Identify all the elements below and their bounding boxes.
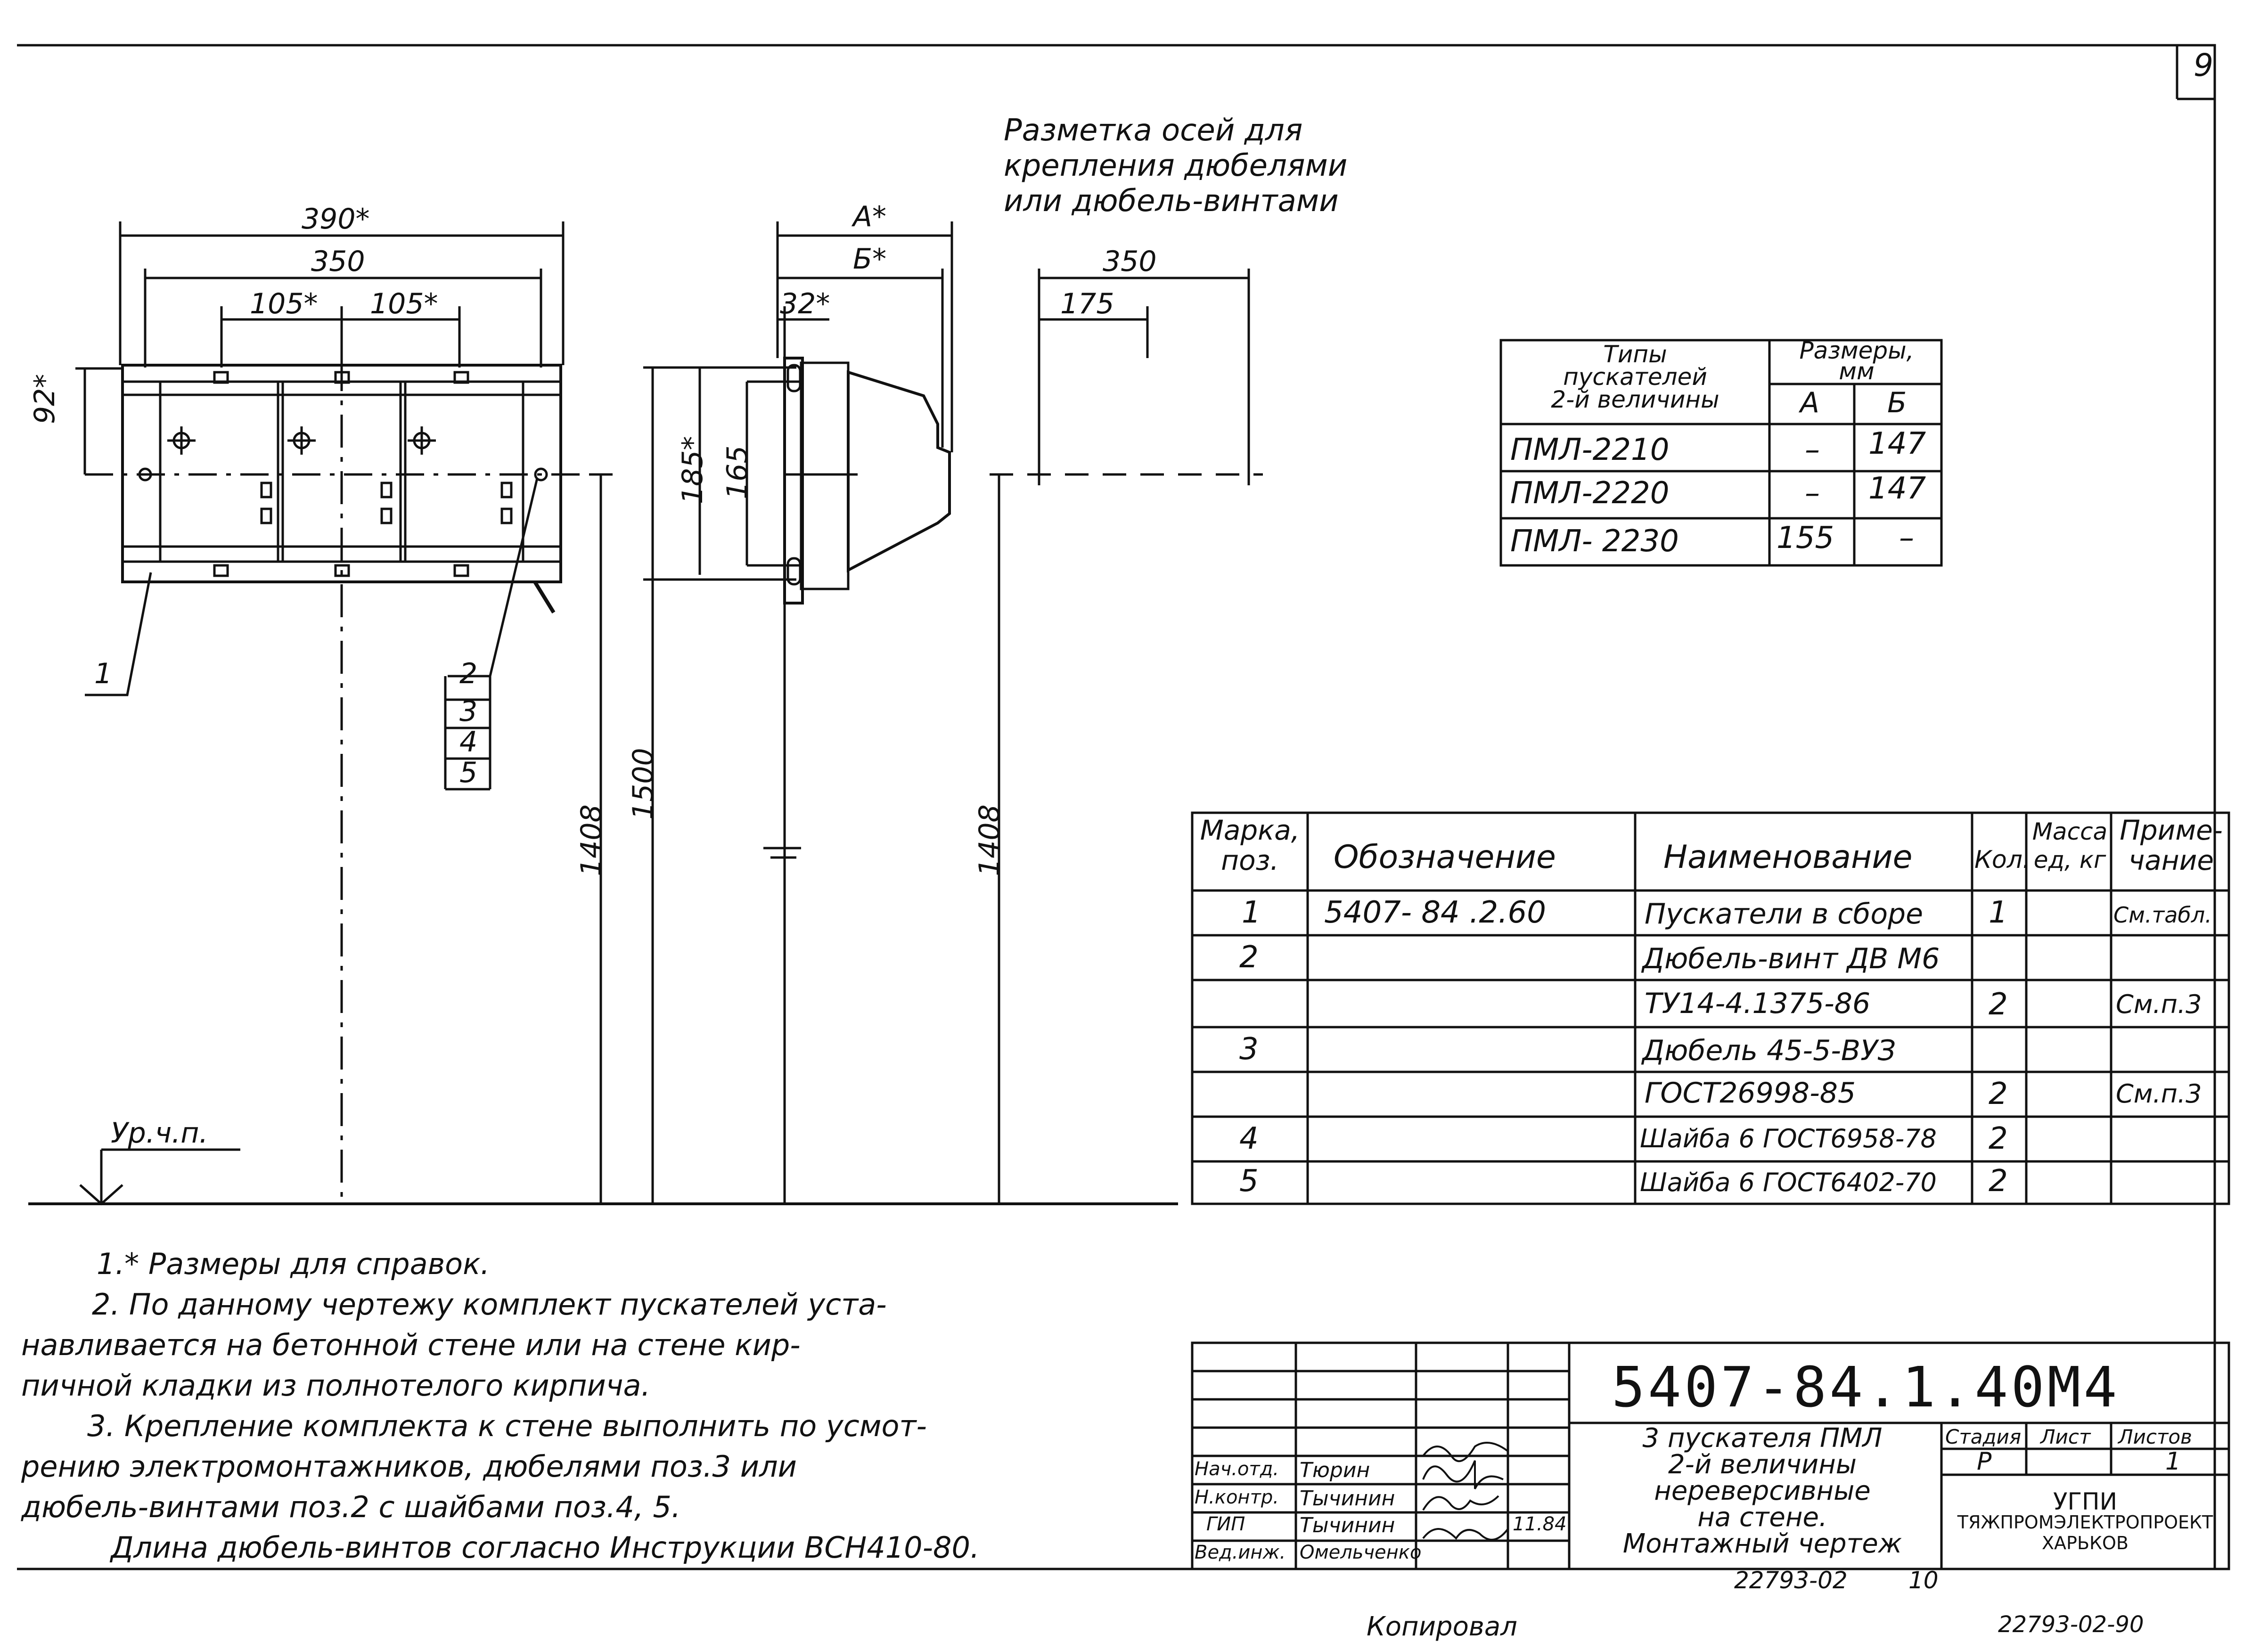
spec-row-2-mark: 2 [1239, 940, 1259, 975]
spec-header-mass-1: Масса [2032, 818, 2108, 845]
types-row-3-a: 155 [1777, 521, 1834, 556]
spec-header-name: Наименование [1663, 839, 1913, 876]
title-line-3: нереверсивные [1654, 1476, 1871, 1506]
spec-row-1-mark: 1 [1242, 895, 1261, 930]
spec-row-7-mark: 5 [1239, 1164, 1259, 1199]
staff-role-4: Вед.инж. [1195, 1542, 1286, 1563]
col-b-header: Б [1887, 386, 1907, 419]
spec-header-note [2113, 815, 2229, 875]
staff-date-3: 11.84 [1513, 1513, 1567, 1535]
notes-block [21, 1244, 980, 1568]
staff-role-3: ГИП [1206, 1513, 1245, 1535]
note-line-1: 1.* Размеры для справок. [97, 1247, 490, 1281]
dim-1500: 1500 [627, 748, 660, 820]
spec-row-1-designation: 5407- 84 .2.60 [1324, 895, 1546, 930]
title-line-4: на стене. [1697, 1502, 1827, 1533]
spec-header-mark-1: Марка, [1200, 814, 1300, 846]
dim-105-left: 105* [250, 287, 318, 320]
callout-2: 2 [459, 657, 478, 690]
sizes-header-line-2: мм [1839, 358, 1875, 385]
spec-header-mark-2: поз. [1221, 844, 1279, 876]
callout-5: 5 [459, 756, 478, 789]
sheets-label: Листов [2118, 1425, 2192, 1448]
note-line-5: 3. Крепление комплекта к стене выполнить по усмот- [87, 1409, 927, 1443]
dim-350-front: 350 [311, 245, 365, 278]
note-line-3: навливается на бетонной стене или на стене кир- [21, 1328, 801, 1362]
dim-175: 175 [1060, 287, 1114, 320]
signature-1 [1423, 1443, 1508, 1461]
drawing-code: 5407-84.1.40М4 [1612, 1355, 2120, 1420]
spec-row-7-qty: 2 [1989, 1164, 2008, 1199]
types-header-line-2: пускателей [1563, 363, 1707, 391]
types-header-line-3: 2-й величины [1551, 386, 1719, 413]
stage-label: Стадия [1945, 1425, 2022, 1448]
spec-row-6-name: Шайба 6 ГОСТ6958-78 [1640, 1124, 1937, 1153]
spec-row-1-name: Пускатели в сборе [1645, 898, 1924, 931]
callout-4: 4 [459, 726, 478, 759]
note-line-8: Длина дюбель-винтов согласно Инструкции ВСН410-80. [111, 1530, 980, 1565]
sheet-number: 9 [2194, 47, 2213, 83]
types-row-3-type: ПМЛ- 2230 [1510, 524, 1679, 559]
staff-name-1: Тюрин [1300, 1458, 1370, 1482]
org-line-1: УГПИ [2053, 1488, 2117, 1515]
footer-sheet-no: 10 [1908, 1567, 1939, 1594]
spec-header-note-2: чание [2128, 844, 2214, 876]
leader-2 [490, 478, 537, 676]
types-row-1-a: – [1805, 433, 1820, 467]
types-row-2-a: – [1805, 476, 1820, 511]
dim-B: Б* [853, 243, 887, 276]
types-header-line-1: Типы [1603, 341, 1667, 368]
col-a-header: А [1800, 386, 1820, 419]
staff-name-4: Омельченко [1300, 1542, 1422, 1563]
sizes-header [1772, 337, 1941, 385]
dim-A: A* [853, 200, 887, 233]
drawing-heading [1004, 113, 1347, 219]
spec-header-qty: Кол. [1974, 846, 2031, 874]
spec-row-1-qty: 1 [1989, 895, 2008, 930]
heading-line-1: Разметка осей для [1004, 113, 1303, 148]
stage-value: Р [1977, 1447, 1992, 1476]
sizes-header-line-1: Размеры, [1799, 337, 1914, 364]
org-line-2: ТЯЖПРОМЭЛЕКТРОПРОЕКТ [1957, 1512, 2213, 1533]
staff-name-2: Тычинин [1300, 1487, 1395, 1511]
spec-row-7-name: Шайба 6 ГОСТ6402-70 [1640, 1168, 1937, 1197]
dim-185: 185* [676, 436, 709, 504]
staff-role-1: Нач.отд. [1195, 1458, 1279, 1480]
dim-1408-axis: 1408 [973, 804, 1006, 876]
organization [1944, 1488, 2227, 1553]
types-row-3-b: – [1899, 521, 1914, 556]
spec-row-4-mark: 3 [1239, 1032, 1259, 1067]
spec-header-designation: Обозначение [1334, 839, 1556, 876]
spec-row-3-name: ТУ14-4.1375-86 [1645, 987, 1871, 1020]
callout-3: 3 [459, 695, 478, 728]
spec-row-4-name: Дюбель 45-5-ВУЗ [1642, 1034, 1896, 1067]
dim-105-right: 105* [370, 287, 438, 320]
spec-row-3-qty: 2 [1989, 987, 2008, 1022]
spec-row-3-note: См.п.3 [2116, 989, 2202, 1019]
spec-row-1-note: См.табл. [2113, 902, 2212, 928]
spec-header-note-1: Приме- [2120, 814, 2223, 846]
note-line-6: рению электромонтажников, дюбелями поз.3 или [21, 1449, 797, 1484]
title-line-1: 3 пускателя ПМЛ [1642, 1423, 1883, 1454]
spec-row-5-name: ГОСТ26998-85 [1645, 1077, 1856, 1110]
staff-role-2: Н.контр. [1195, 1487, 1279, 1508]
dim-1408-front: 1408 [575, 804, 608, 876]
spec-row-6-mark: 4 [1239, 1121, 1259, 1156]
spec-row-2-name: Дюбель-винт ДВ М6 [1642, 942, 1940, 975]
dim-165: 165 [721, 445, 754, 499]
dim-92: 92* [28, 374, 61, 424]
types-row-2-type: ПМЛ-2220 [1510, 476, 1670, 511]
sheets-value: 1 [2165, 1447, 2181, 1476]
floor-level-label: Ур.ч.п. [111, 1117, 208, 1150]
title-line-2: 2-й величины [1668, 1449, 1857, 1480]
spec-header-mark [1195, 815, 1305, 875]
types-header [1506, 343, 1765, 411]
org-line-3: ХАРЬКОВ [2042, 1533, 2129, 1553]
spec-header-mass-2: ед, кг [2033, 846, 2106, 874]
sheet-label: Лист [2040, 1425, 2091, 1448]
staff-name-3: Тычинин [1300, 1513, 1395, 1537]
note-line-2: 2. По данному чертежу комплект пускателей уста- [92, 1287, 887, 1322]
callout-1: 1 [94, 657, 113, 690]
dim-350-axis: 350 [1103, 245, 1157, 278]
spec-row-6-qty: 2 [1989, 1121, 2008, 1156]
footer-copied: Копировал [1367, 1611, 1517, 1642]
drawing-title [1588, 1425, 1937, 1557]
types-row-1-type: ПМЛ-2210 [1510, 433, 1670, 467]
signature-3 [1423, 1496, 1498, 1510]
note-line-7: дюбель-винтами поз.2 с шайбами поз.4, 5. [21, 1490, 681, 1524]
spec-row-5-note: См.п.3 [2116, 1079, 2202, 1109]
footer-doc-number: 22793-02 [1734, 1567, 1848, 1594]
heading-line-3: или дюбель-винтами [1004, 184, 1339, 219]
dim-32: 32* [780, 287, 830, 320]
types-row-2-b: 147 [1868, 471, 1926, 506]
types-row-1-b: 147 [1868, 426, 1926, 461]
footer-corner-code: 22793-02-90 [1998, 1611, 2144, 1638]
dim-390: 390* [302, 203, 370, 236]
signature-4 [1423, 1529, 1508, 1540]
spec-row-5-qty: 2 [1989, 1077, 2008, 1111]
spec-header-mass [2029, 817, 2111, 874]
title-line-5: Монтажный чертеж [1622, 1528, 1902, 1559]
heading-line-2: крепления дюбелями [1004, 148, 1348, 183]
note-line-4: пичной кладки из полнотелого кирпича. [21, 1368, 651, 1403]
